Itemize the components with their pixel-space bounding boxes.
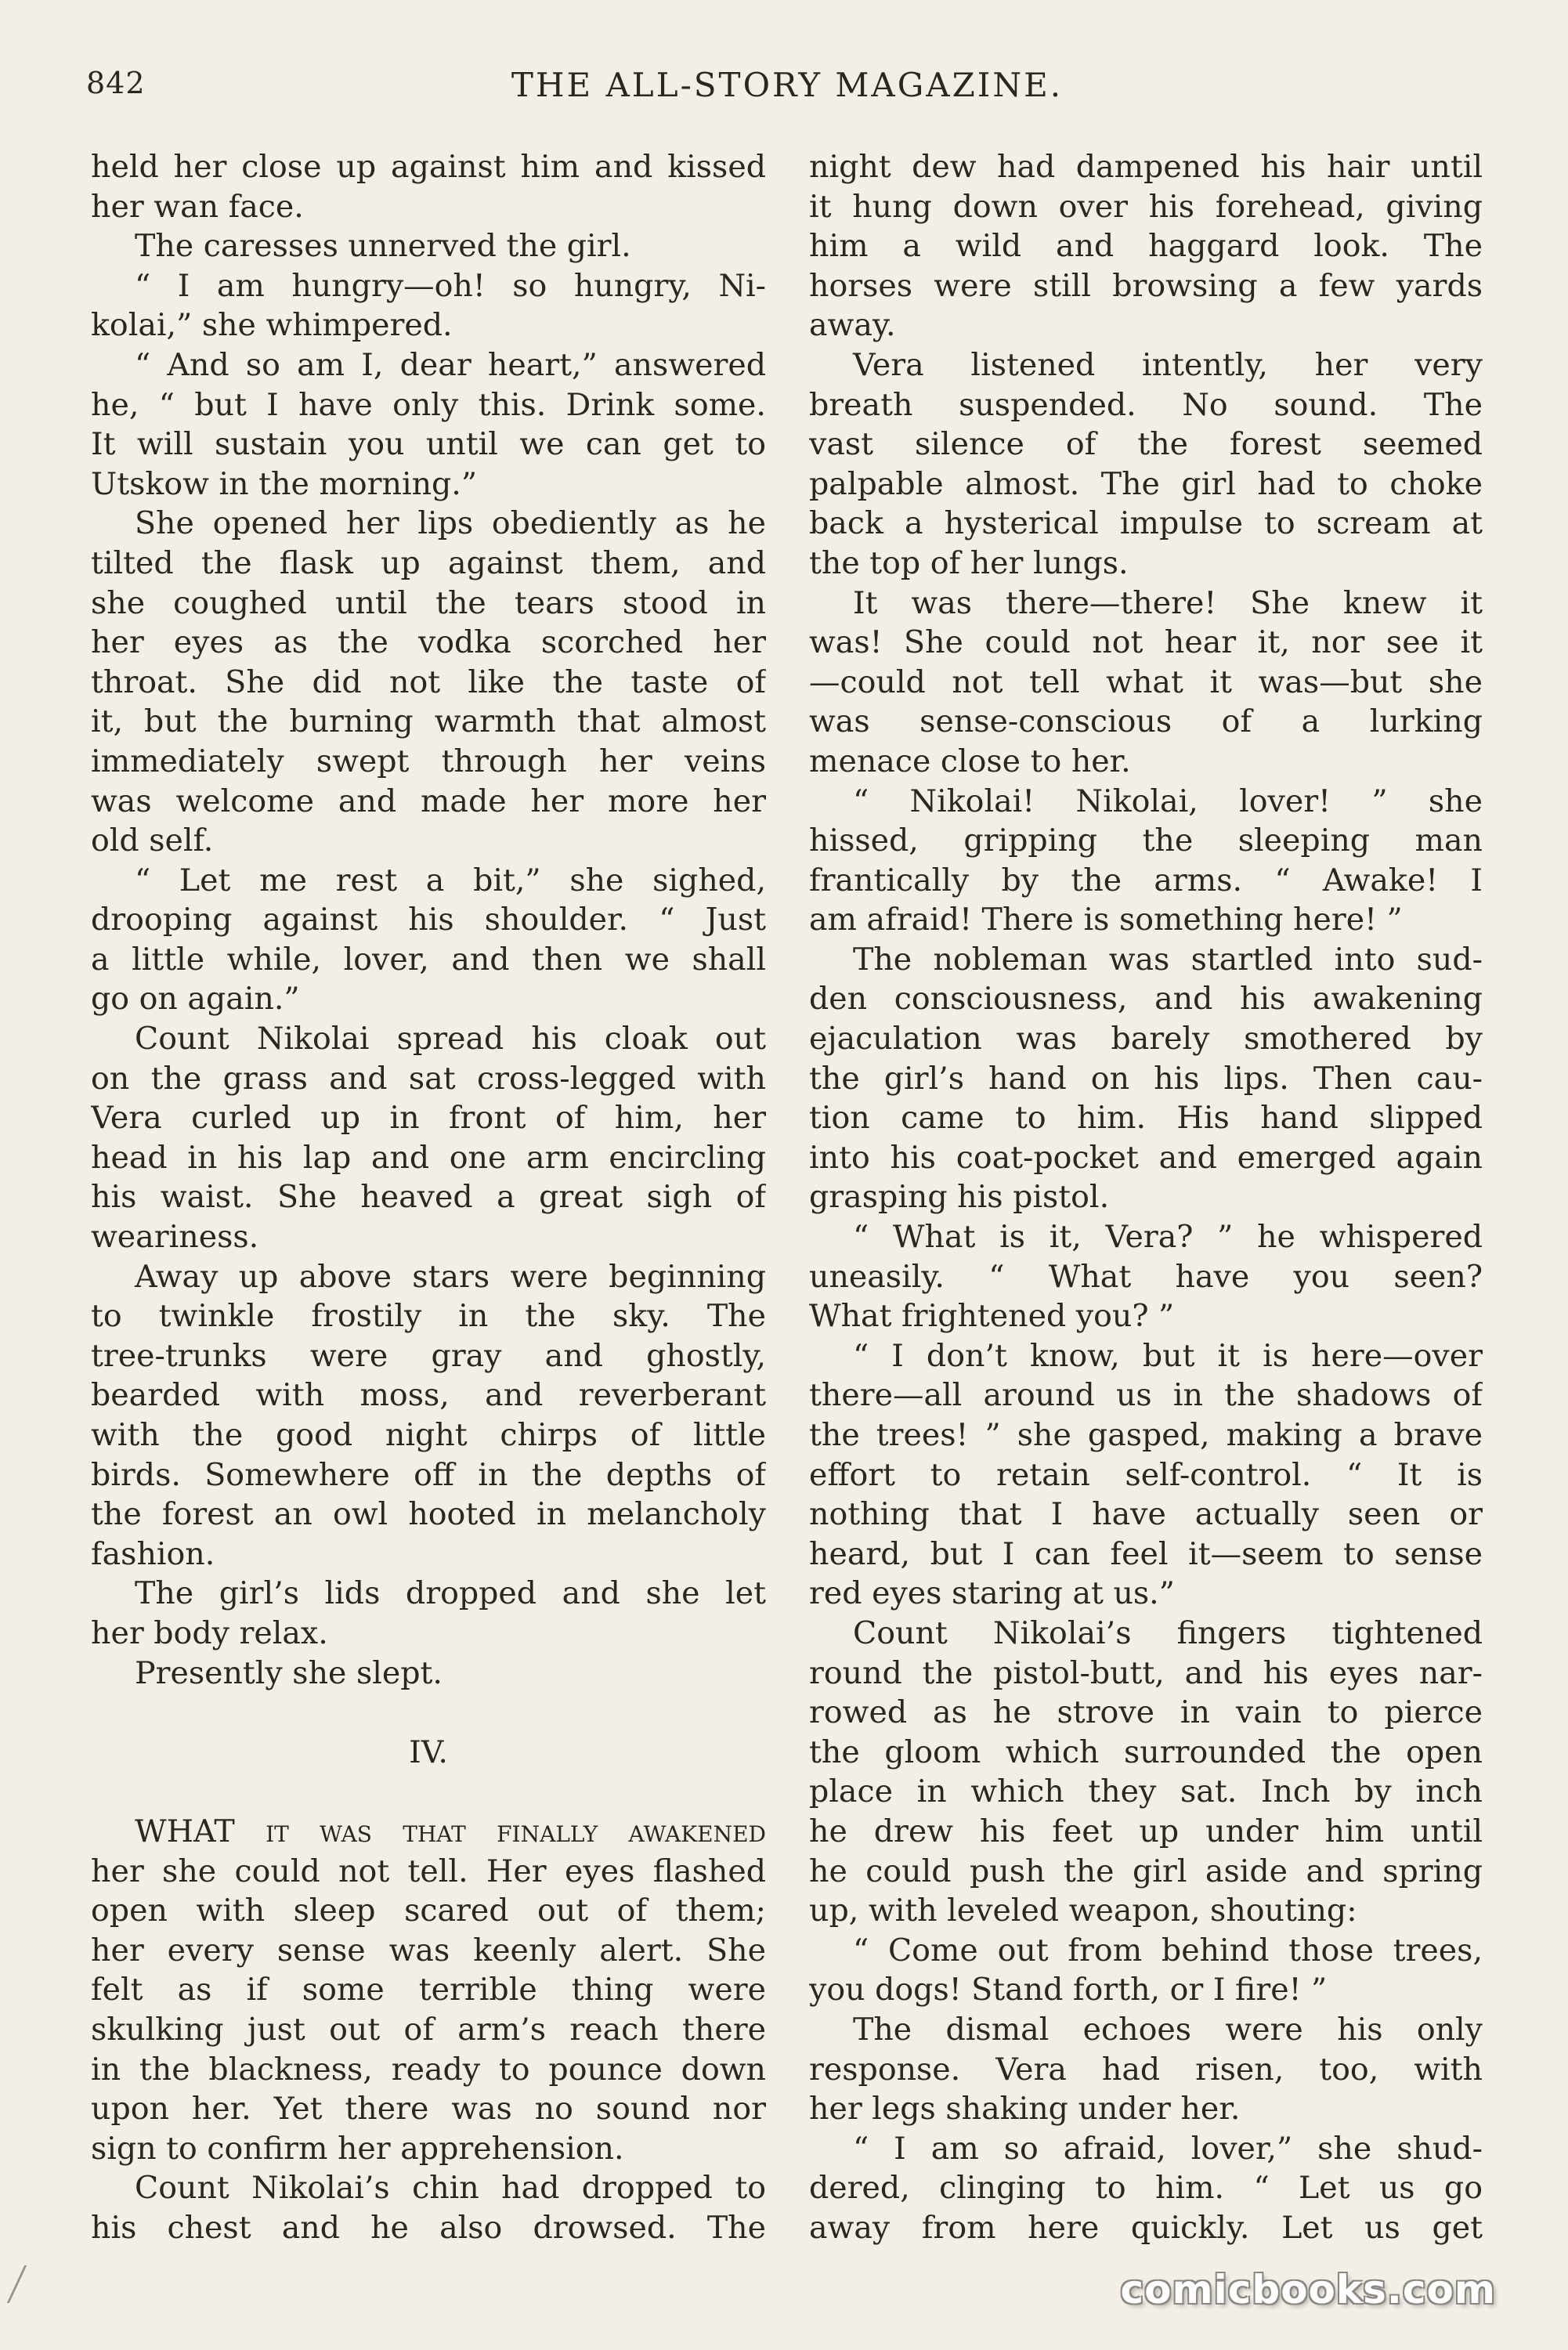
text-line: nothing that I have actually seen or	[809, 1496, 1483, 1533]
text-line: —could not tell what it was—but she	[809, 663, 1483, 700]
page-number: 842	[86, 66, 146, 100]
text-line: into his coat-pocket and emerged again	[809, 1139, 1483, 1176]
text-line: up, with leveled weapon, shouting:	[809, 1893, 1357, 1929]
text-line: round the pistol-butt, and his eyes nar-	[809, 1654, 1483, 1691]
text-line: his chest and he also drowsed. The	[91, 2209, 766, 2246]
text-line: her every sense was keenly alert. She	[91, 1932, 766, 1969]
text-line: grasping his pistol.	[809, 1179, 1110, 1216]
page-header	[86, 66, 1488, 113]
text-line: felt as if some terrible thing were	[91, 1972, 766, 2008]
text-line: in the blackness, ready to pounce down	[91, 2051, 766, 2088]
text-line: the gloom which surrounded the open	[809, 1734, 1483, 1770]
text-line: the top of her lungs.	[809, 544, 1129, 581]
text-line: it, but the burning warmth that almost	[91, 703, 766, 740]
text-line	[91, 1693, 766, 1733]
text-line: she coughed until the tears stood in	[91, 584, 766, 621]
text-line: tilted the flask up against them, and	[91, 544, 766, 581]
text-line: immediately swept through her veins	[91, 743, 766, 779]
text-line: skulking just out of arm’s reach there	[91, 2011, 766, 2048]
text-line: WHAT it was that finally awakened	[135, 1813, 766, 1849]
text-line: it hung down over his forehead, giving	[809, 188, 1483, 225]
text-line: a little while, lover, and then we shall	[91, 941, 766, 978]
text-line: Count Nikolai’s chin had dropped to	[135, 2170, 766, 2207]
text-line: was welcome and made her more her	[91, 783, 766, 819]
text-line: “ Nikolai! Nikolai, lover! ” she	[853, 783, 1483, 819]
text-line: upon her. Yet there was no sound nor	[91, 2091, 766, 2128]
text-line: with the good night chirps of little	[91, 1417, 766, 1453]
left-column	[91, 147, 766, 2247]
text-line: old self.	[91, 822, 214, 859]
text-line: the girl’s hand on his lips. Then cau-	[809, 1060, 1483, 1097]
text-line: “ What is it, Vera? ” he whispered	[853, 1219, 1483, 1256]
watermark-logo: comicbooks.com	[1120, 2267, 1496, 2312]
text-line: Utskow in the morning.”	[91, 465, 478, 502]
text-line: menace close to her.	[809, 743, 1131, 779]
text-line: The caresses unnerved the girl.	[135, 228, 631, 265]
right-column	[809, 147, 1483, 2247]
text-line: her eyes as the vodka scorched her	[91, 624, 766, 661]
text-line: “ Let me rest a bit,” she sighed,	[135, 862, 766, 898]
text-line: Vera curled up in front of him, her	[91, 1100, 766, 1137]
text-line: The dismal echoes were his only	[853, 2011, 1483, 2048]
text-line: vast silence of the forest seemed	[809, 426, 1483, 463]
text-line: away.	[809, 307, 896, 344]
text-line: her she could not tell. Her eyes flashed	[91, 1853, 766, 1889]
text-line: Away up above stars were beginning	[135, 1258, 766, 1295]
text-line: The nobleman was startled into sud-	[853, 941, 1483, 978]
text-line: “ I am so afraid, lover,” she shud-	[853, 2130, 1483, 2167]
text-line: night dew had dampened his hair until	[809, 149, 1483, 185]
text-line: fashion.	[91, 1535, 215, 1572]
text-line: back a hysterical impulse to scream at	[809, 505, 1483, 542]
text-line: horses were still browsing a few yards	[809, 267, 1483, 304]
text-line: weariness.	[91, 1219, 259, 1256]
text-line: the forest an owl hooted in melancholy	[91, 1496, 766, 1533]
text-line: her legs shaking under her.	[809, 2091, 1241, 2128]
text-line: her wan face.	[91, 188, 304, 225]
text-line: on the grass and sat cross-legged with	[91, 1060, 766, 1097]
text-line: It was there—there! She knew it	[853, 584, 1483, 621]
text-line: sign to confirm her apprehension.	[91, 2130, 624, 2167]
text-line: Presently she slept.	[135, 1654, 443, 1691]
text-line: It will sustain you until we can get to	[91, 426, 766, 463]
text-line: he drew his feet up under him until	[809, 1813, 1483, 1849]
text-line: effort to retain self-control. “ It is	[809, 1456, 1483, 1493]
text-line: ejaculation was barely smothered by	[809, 1021, 1483, 1058]
text-line: tree-trunks were gray and ghostly,	[91, 1337, 766, 1374]
text-line: “ And so am I, dear heart,” answered	[135, 346, 766, 383]
text-line: was sense-conscious of a lurking	[809, 703, 1483, 740]
text-line: breath suspended. No sound. The	[809, 386, 1483, 423]
text-line: “ Come out from behind those trees,	[853, 1932, 1483, 1969]
text-line: bearded with moss, and reverberant	[91, 1377, 766, 1414]
text-line: throat. She did not like the taste of	[91, 663, 766, 700]
scan-mark	[7, 2265, 45, 2303]
text-line: away from here quickly. Let us get	[809, 2209, 1483, 2246]
text-line: The girl’s lids dropped and she let	[135, 1575, 766, 1612]
text-line: he, “ but I have only this. Drink some.	[91, 386, 766, 423]
text-line: birds. Somewhere off in the depths of	[91, 1456, 766, 1493]
text-line: go on again.”	[91, 981, 300, 1018]
text-line: place in which they sat. Inch by inch	[809, 1773, 1483, 1810]
text-line: held her close up against him and kissed	[91, 149, 766, 185]
text-line: “ I am hungry—oh! so hungry, Ni-	[135, 267, 766, 304]
text-line: What frightened you? ”	[809, 1298, 1175, 1335]
text-line: She opened her lips obediently as he	[135, 505, 766, 542]
text-line: he could push the girl aside and spring	[809, 1853, 1483, 1889]
text-line: uneasily. “ What have you seen?	[809, 1258, 1483, 1295]
text-line: drooping against his shoulder. “ Just	[91, 902, 766, 938]
text-line: palpable almost. The girl had to choke	[809, 465, 1483, 502]
running-title: THE ALL-STORY MAGAZINE.	[511, 66, 1064, 104]
text-line: there—all around us in the shadows of	[809, 1377, 1483, 1414]
text-line: his waist. She heaved a great sigh of	[91, 1179, 766, 1216]
text-line: IV.	[409, 1734, 448, 1770]
text-line: dered, clinging to him. “ Let us go	[809, 2170, 1483, 2207]
text-line: was! She could not hear it, nor see it	[809, 624, 1483, 661]
text-line: heard, but I can feel it—seem to sense	[809, 1535, 1483, 1572]
text-line: tion came to him. His hand slipped	[809, 1100, 1483, 1137]
text-line: her body relax.	[91, 1614, 328, 1651]
text-line: hissed, gripping the sleeping man	[809, 822, 1483, 859]
text-line	[91, 1772, 766, 1812]
text-line: Count Nikolai spread his cloak out	[135, 1021, 766, 1058]
text-line: “ I don’t know, but it is here—over	[853, 1337, 1483, 1374]
text-line: open with sleep scared out of them;	[91, 1893, 766, 1929]
text-line: den consciousness, and his awakening	[809, 981, 1483, 1018]
text-line: frantically by the arms. “ Awake! I	[809, 862, 1483, 898]
text-line: Vera listened intently, her very	[853, 346, 1483, 383]
text-line: Count Nikolai’s fingers tightened	[853, 1614, 1483, 1651]
text-line: the trees! ” she gasped, making a brave	[809, 1417, 1483, 1453]
text-line: response. Vera had risen, too, with	[809, 2051, 1483, 2088]
text-line: you dogs! Stand forth, or I fire! ”	[809, 1972, 1328, 2008]
text-line: head in his lap and one arm encircling	[91, 1139, 766, 1176]
text-line: him a wild and haggard look. The	[809, 228, 1483, 265]
text-line: red eyes staring at us.”	[809, 1575, 1175, 1612]
text-line: kolai,” she whimpered.	[91, 307, 453, 344]
text-line: rowed as he strove in vain to pierce	[809, 1694, 1483, 1731]
text-line: am afraid! There is something here! ”	[809, 902, 1403, 938]
text-line: to twinkle frostily in the sky. The	[91, 1298, 766, 1335]
